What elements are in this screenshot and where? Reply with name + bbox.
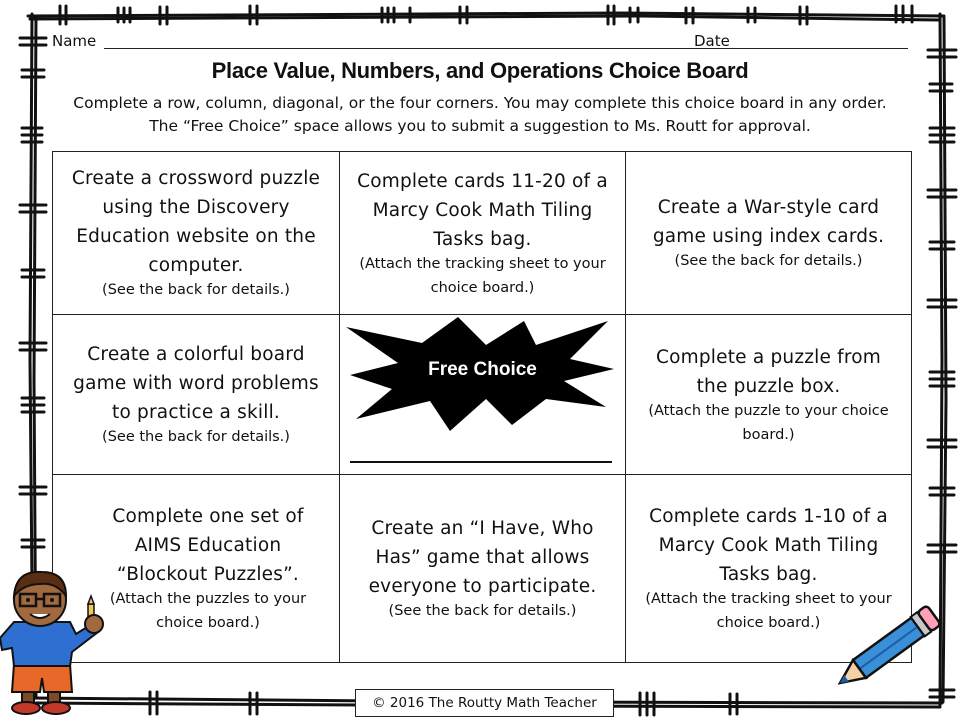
choice-cell[interactable] bbox=[626, 315, 912, 475]
free-choice-line[interactable] bbox=[350, 461, 612, 463]
date-label: Date bbox=[694, 32, 730, 50]
name-date-line bbox=[52, 30, 912, 52]
name-field[interactable] bbox=[104, 48, 736, 49]
cell-task: Create an “I Have, Who Has” game that allows everyone to participate. bbox=[368, 518, 597, 597]
page-title: Place Value, Numbers, and Operations Choice Board bbox=[211, 58, 749, 83]
cell-note: (See the back for details.) bbox=[102, 429, 290, 445]
choice-cell[interactable] bbox=[340, 475, 626, 663]
cell-note: (Attach the puzzle to your choice board.) bbox=[648, 402, 889, 443]
cell-task: Create a colorful board game with word problems to practice a skill. bbox=[73, 344, 319, 423]
choice-board bbox=[52, 151, 912, 663]
choice-cell[interactable] bbox=[53, 315, 340, 475]
copyright-footer: © 2016 The Routty Math Teacher bbox=[355, 689, 614, 717]
choice-cell[interactable] bbox=[626, 152, 912, 315]
cell-note: (See the back for details.) bbox=[102, 282, 290, 298]
cell-task: Create a crossword puzzle using the Discovery Education website on the computer. bbox=[71, 168, 321, 276]
date-field[interactable] bbox=[736, 48, 908, 49]
cell-note: (Attach the tracking sheet to your choice board.) bbox=[645, 591, 892, 631]
free-choice-label: Free Choice bbox=[428, 359, 537, 380]
cell-task: Create a War-style card game using index cards. bbox=[652, 197, 885, 247]
pencil-icon bbox=[835, 600, 945, 695]
cell-note: (See the back for details.) bbox=[388, 603, 577, 619]
cell-task: Complete a puzzle from the puzzle box. bbox=[656, 346, 881, 397]
cell-note: (See the back for details.) bbox=[674, 253, 863, 269]
kid-clipart bbox=[0, 560, 115, 715]
cell-task: Complete cards 11-20 of a Marcy Cook Math Tiling Tasks bag. bbox=[357, 170, 608, 250]
cell-task: Complete cards 1-10 of a Marcy Cook Math Tiling Tasks bag. bbox=[649, 506, 888, 585]
cell-task: Complete one set of AIMS Education “Blockout Puzzles”. bbox=[112, 506, 304, 585]
choice-cell[interactable] bbox=[53, 152, 340, 315]
choice-cell[interactable] bbox=[340, 152, 626, 315]
instructions: Complete a row, column, diagonal, or the four corners. You may complete this choice board in any order. The “Free Choice” space allows you to submit a suggestion to Ms. Routt for approval. bbox=[73, 94, 887, 135]
name-label: Name bbox=[52, 32, 97, 50]
cell-note: (Attach the tracking sheet to your choice board.) bbox=[359, 255, 606, 296]
free-choice-cell[interactable] bbox=[340, 315, 626, 475]
cell-note: (Attach the puzzles to your choice board.) bbox=[109, 591, 307, 631]
